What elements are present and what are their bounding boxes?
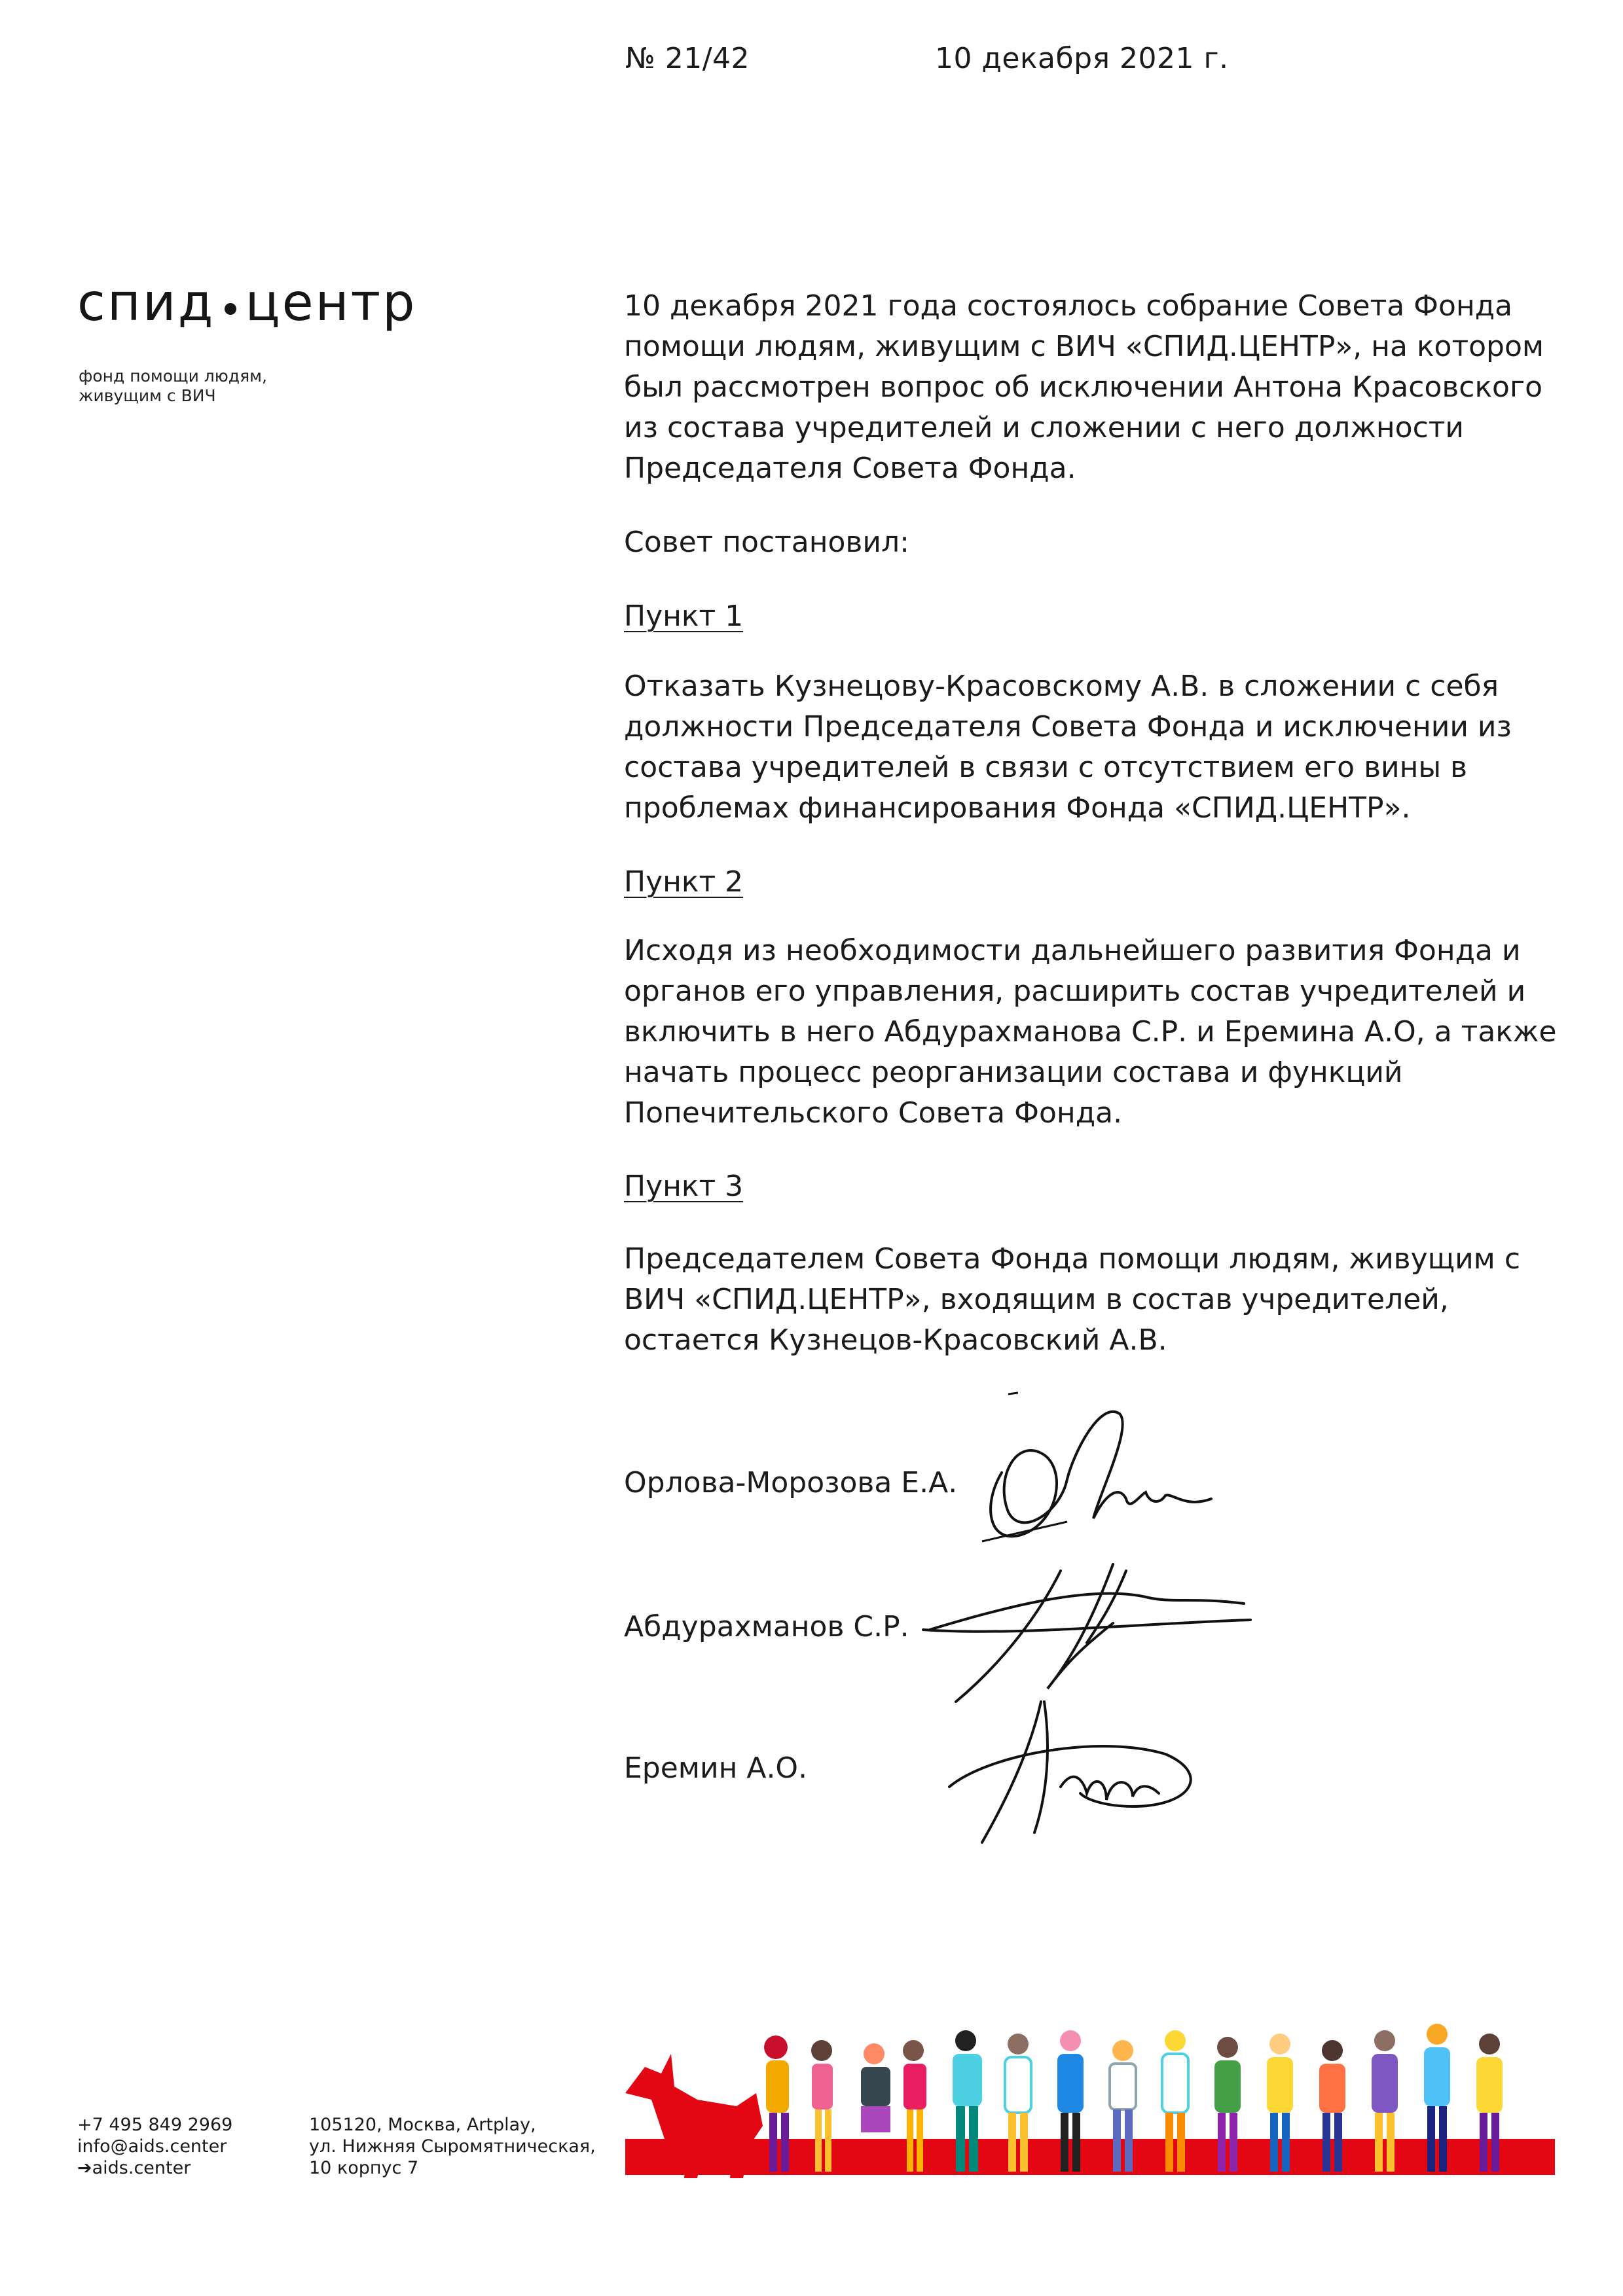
document-date: 10 декабря 2021 г. [935,42,1229,75]
signer-name: Орлова-Морозова Е.А. [624,1466,958,1499]
red-band [625,2139,1555,2175]
point-1-text: Отказать Кузнецову-Красовскому А.В. в сложении с себя должности Председателя Совета Фонда и исключении из состава учредителей в связи с отсутствием его вины в проблемах финансирования Фонда «СПИД.ЦЕНТР». [624,670,1512,825]
tagline-line: фонд помощи людям, [79,367,267,386]
footer-site-link[interactable]: ➔aids.center [77,2158,191,2178]
address-line: 105120, Москва, Artplay, [309,2115,536,2135]
intro-paragraph: 10 декабря 2021 года состоялось собрание Совета Фонда помощи людям, живущим с ВИЧ «СПИД.ЦЕНТР», на котором был рассмотрен вопрос об исключении Антона Красовского из состава учредителей и сложении с него должности Председателя Совета Фонда. [624,289,1544,485]
signature-eremin [936,1695,1211,1852]
point-2-text: Исходя из необходимости дальнейшего развития Фонда и органов его управления, расширить состав учредителей и включить в него Абдурахманова С.Р. и Еремина А.О, а также начать процесс реорганизации состава и функций Попечительского Совета Фонда. [624,934,1557,1130]
footer-contacts [77,2114,287,2179]
brand-logo [77,274,417,332]
tagline-line: живущим с ВИЧ [79,386,216,405]
logo-dot-icon [225,303,236,315]
signature-abdurakhmanov [917,1558,1257,1715]
footer-phone[interactable]: +7 495 849 2969 [77,2115,233,2135]
document-number: № 21/42 [625,42,750,75]
logo-left-word: спид [77,274,215,332]
point-3-text: Председателем Совета Фонда помощи людям, живущим с ВИЧ «СПИД.ЦЕНТР», входящим в состав учредителей, остается Кузнецов-Красовский А.В. [624,1242,1521,1357]
point-3-heading: Пункт 3 [624,1170,744,1203]
address-line: ул. Нижняя Сыромятническая, [309,2136,596,2157]
brand-tagline [79,367,301,406]
point-1-heading: Пункт 1 [624,600,744,633]
address-line: 10 корпус 7 [309,2158,419,2178]
signer-name: Абдурахманов С.Р. [624,1610,909,1643]
footer-email[interactable]: info@aids.center [77,2136,227,2157]
point-2-heading: Пункт 2 [624,865,744,899]
footer-illustration [625,2015,1555,2178]
signature-orlova [969,1388,1231,1558]
logo-right-word: центр [245,274,417,332]
signer-name: Еремин А.О. [624,1751,808,1785]
footer-address [309,2114,623,2179]
resolution-line: Совет постановил: [624,526,909,559]
